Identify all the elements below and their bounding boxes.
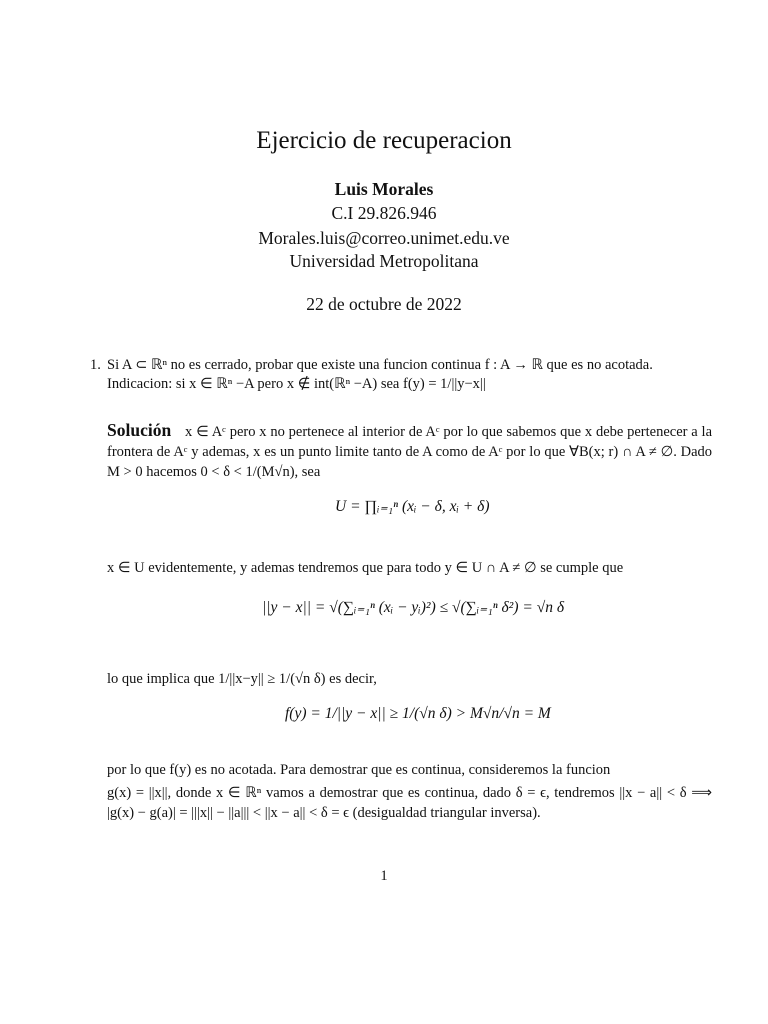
document-title: Ejercicio de recuperacion — [256, 127, 512, 154]
paragraph-u-evident: x ∈ U evidentemente, y ademas tendremos que para todo y ∈ U ∩ A ≠ ∅ se cumple que — [107, 560, 624, 576]
page-number: 1 — [380, 868, 388, 884]
document-date: 22 de octubre de 2022 — [306, 294, 462, 314]
problem-statement: Si A ⊂ ℝⁿ no es cerrado, probar que existe una funcion continua f : A → ℝ que es no acotada. — [107, 357, 653, 373]
author-id: C.I 29.826.946 — [331, 203, 437, 223]
paragraph-implies: lo que implica que 1/||x−y|| ≥ 1/(√n δ) es decir, — [107, 671, 377, 687]
paragraph-continuity-proof: g(x) = ||x||, donde x ∈ ℝⁿ vamos a demostrar que es continua, dado δ = ϵ, tendremos ||x − a|| < δ ⟹ |g(x) − g(a)| = |||x|| − ||a||| < ||x − a|| < δ = ϵ (desigualdad triangular inversa). — [107, 785, 712, 821]
author-name: Luis Morales — [334, 179, 434, 199]
equation-f-unbounded: f(y) = 1/||y − x|| ≥ 1/(√n δ) > M√n/√n = M — [285, 705, 551, 722]
equation-u-product: U = ∏ᵢ₌₁ⁿ (xᵢ − δ, xᵢ + δ) — [335, 498, 490, 515]
paragraph-continuity-intro: por lo que f(y) es no acotada. Para demostrar que es continua, consideremos la funcion — [107, 762, 611, 778]
author-university: Universidad Metropolitana — [289, 251, 479, 271]
author-email: Morales.luis@correo.unimet.edu.ve — [258, 228, 510, 248]
equation-norm-bound: ||y − x|| = √(∑ᵢ₌₁ⁿ (xᵢ − yᵢ)²) ≤ √(∑ᵢ₌₁ⁿ δ²) = √n δ — [262, 599, 565, 616]
problem-number: 1. — [90, 357, 101, 373]
problem-hint: Indicacion: si x ∈ ℝⁿ −A pero x ∉ int(ℝⁿ −A) sea f(y) = 1/||y−x|| — [107, 376, 486, 392]
solution-heading: Solución — [107, 420, 172, 440]
solution-text: x ∈ Aᶜ pero x no pertenece al interior de Aᶜ por lo que sabemos que x debe pertenecer a la frontera de Aᶜ y ademas, x es un punto limite tanto de A como de Aᶜ por lo que ∀B(x; r) ∩ A ≠ ∅. Dado M > 0 hacemos 0 < δ < 1/(M√n), sea — [107, 424, 713, 480]
solution-paragraph — [107, 420, 712, 482]
